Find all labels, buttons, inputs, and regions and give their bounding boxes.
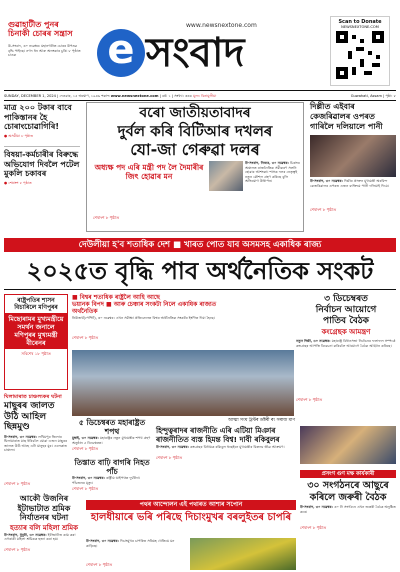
protest-text: পথৰ আন্দোলন এই পথাৰত আশাৰ সপোন [139, 501, 243, 508]
top-left-headline: গুৱাহাটীত পুনৰ চিনাকী চোৰৰ সন্ত্ৰাস [8, 20, 73, 38]
top-left-text: উ-সংবাদ, ৩০ নৱেম্বৰ: মহানগৰীত চোৰৰ উপদ্ৰৱ বৃদ্ধি পাইছে। নগদ ধন আৰু অলংকাৰ চুৰি। ৮ পৃষ্ঠাত চাওক [8, 44, 81, 58]
lead-body-text: চিৰাংৰ অঞ্চলত ৰাজনৈতিক সমীকৰণ সলনি হোৱাৰ আশংকা। শাসক দলৰ নেতৃত্বই নতুন কৌশল গ্ৰহণ কৰিছে বুলি অভিযোগ উত্থাপন। [245, 161, 300, 184]
lead-byline: উ-সংবাদ, নিজৰ, ৩০ নৱেম্বৰ: [245, 161, 289, 165]
price: মূল্য: বিনামূলীয়া [193, 94, 217, 98]
crime-kicker: ঘিলামাৰাত চাঞ্চল্যকৰ ঘটনা [4, 394, 62, 400]
hindutva-photo [300, 426, 396, 464]
econ-body: নিউজৰ্থ(পেপিট), ৩০ নৱেম্বৰ: এখন সমীক্ষা প্ৰতিবেদনত বিশ্বৰ অৰ্থনৈতিক সংকটৰ ইংগিত দিয়া হৈছে। [72, 316, 215, 320]
logo-e: e [97, 29, 145, 77]
hindutva-byline: উ-সংবাদ, ৩০ নৱেম্বৰ: [156, 445, 189, 449]
swearing-ref[interactable]: শেষাংশ ৮ পৃষ্ঠাত [72, 446, 99, 451]
meeting-ref[interactable]: শেষাংশ ৮ পৃষ্ঠাত [296, 397, 323, 402]
bagri-text: ৰাষ্ট্ৰীয় ঘাইপথত দুৰ্ঘটনা। পাঁচজনৰ মৃত্যু। [72, 476, 141, 485]
lead-line-2: দুৰ্বল কৰি বিটিআৰ দখলৰ [117, 122, 273, 140]
hindutva-story[interactable] [156, 426, 296, 498]
women-red: হত্যাৰ বলি মহিলা শ্ৰমিক [9, 523, 79, 532]
farm-photo [190, 538, 296, 570]
center-photo [72, 350, 294, 416]
logo-text: সংবাদ [146, 30, 245, 76]
org-story[interactable] [300, 470, 396, 570]
lead-quote: অধ্যক্ষ পদ এৰি মন্ত্ৰী পদ লৈ দৈমাৰীৰ জিৎ হোৱাৰ মন [94, 163, 204, 181]
org-text: ৩০ টা সংগঠনে এখন জৰুৰী বৈঠক অনুষ্ঠিত কৰে। [300, 505, 396, 514]
meeting-headline-3: পাতিব বৈঠক [323, 316, 369, 326]
meeting-byline: নতুন দিল্লী, ৩০ নৱেম্বৰ: [296, 339, 331, 343]
swearing-byline: মুম্বাই, ৩০ নৱেম্বৰ: [72, 436, 99, 440]
right-top-ref[interactable]: শেষাংশ ৮ পৃষ্ঠাত [310, 207, 337, 212]
bagri-byline: উ-সংবাদ, ৩০ নৱেম্বৰ: [72, 476, 105, 480]
lead-ref[interactable]: শেষাংশ ৮ পৃষ্ঠাত [93, 215, 120, 220]
left-story-2[interactable] [4, 150, 80, 187]
crime-byline: উ-সংবাদ, ৩০ নৱেম্বৰ: [4, 434, 37, 439]
ticker-band [4, 238, 396, 252]
women-body [4, 533, 84, 547]
manipur-title: ৰাষ্ট্ৰপতিৰ শাসন বিচাৰিলে মণিপুৰৰ [14, 297, 58, 311]
org-byline: উ-সংবাদ, ৩০ নৱেম্বৰ: [300, 505, 333, 509]
swearing-story[interactable] [72, 418, 152, 456]
econ-ref[interactable]: শেষাংশ ৮ পৃষ্ঠাত [72, 335, 99, 340]
women-story[interactable] [4, 494, 84, 570]
farm-story[interactable] [86, 512, 296, 570]
donate-sub: NEWSNEXTONE.COM [341, 25, 379, 29]
bagri-headline: তিস্তাত বাঢ়ি বাগৰি নিহত পাঁচ [74, 458, 150, 476]
bagri-ref[interactable]: শেষাংশ ৮ পৃষ্ঠাত [72, 486, 99, 491]
date-en: SUNDAY, DECEMBER 1, 2024 [4, 94, 56, 98]
hindutva-ref[interactable]: শেষাংশ ৮ পৃষ্ঠাত [156, 455, 183, 460]
farm-byline: উ-সংবাদ, ৩০ নৱেম্বৰ: [86, 539, 119, 543]
org-kicker: প্ৰসংগ গুণ মক্ষ কাৰ্যকাৰী [300, 470, 396, 478]
date-web[interactable]: www.newsnextone.com [110, 94, 159, 98]
meeting-body [296, 339, 396, 397]
right-top-photo [310, 135, 396, 177]
swearing-body [72, 436, 152, 446]
lead-story[interactable] [86, 102, 304, 232]
crime-story[interactable] [4, 394, 68, 490]
org-headline: ৩০ সংগঠনৰে আছুৰে কৰিলে জৰুৰী বৈঠক [307, 480, 389, 503]
women-ref[interactable]: শেষাংশ ৮ পৃষ্ঠাত [4, 546, 31, 552]
farm-text: দিচাংমুখৰ চাপৰিত সৰিয়হ খেতিয়ে মন কাঢ়িছে। [86, 539, 175, 548]
crime-text: লখিমপুৰ জিলাৰ ঘিলামাৰাত মাছ ধৰিবলৈ যোৱা এজন মাছুৰৰ জালত উঠি আহে এটা মানুহৰ মূৰ। এলেকাত চাঞ্চল্য। [4, 434, 68, 453]
donate-label: Scan to Donate [338, 19, 382, 25]
swearing-text: মহাৰাষ্ট্ৰৰ নতুন মুখ্যমন্ত্ৰীৰ শপথ গ্ৰহণ অনুষ্ঠান ৫ ডিচেম্বৰত। [72, 436, 151, 445]
crime-body [4, 435, 68, 481]
lead-body [245, 161, 301, 225]
econ-story[interactable] [72, 294, 222, 350]
org-body [300, 505, 396, 525]
econ-bullet-2: ভয়ানক বিপদ ■ আৰু চেঞ্চাৰ সংকটা নিলে একাধিক ৰাজ্যত অৰ্থনৈতিক [72, 301, 217, 315]
farm-ref[interactable]: শেষাংশ ৮ পৃষ্ঠাত [86, 562, 113, 567]
date-issue: | সংখ্যা: ৩৩৪ [171, 94, 192, 98]
date-as: | দেওবাৰ, ১৫ অঘোণ, ১৯৪৬ শকাব্দ [57, 94, 110, 98]
center-photo-caption: আত্মা সংঘ ট্ৰস্টৰ ডক্টৰী ৰং সৰাজ মাণ [228, 418, 295, 423]
hindutva-text: কংগ্ৰেছৰ বিধায়ক ৰকিবুল হুছেইনে মুখ্যমন্ত্ৰীৰ বিৰুদ্ধে তীব্ৰ আক্ৰমণ। [190, 445, 285, 449]
crime-headline: মাছুৰৰ জালত উঠি আহিল ছিন্নমুণ্ড [4, 401, 55, 432]
right-top-byline: উ-সংবাদ, ৩০ নৱেম্বৰ: [310, 179, 343, 183]
meeting-headline-1: ৩ ডিচেম্বৰত [324, 294, 368, 304]
women-text: ইটাভাটাত কাম কৰা এগৰাকী মহিলা শ্ৰমিকক হত্যা কৰা হয়। [4, 532, 76, 542]
farm-headline: হালধীয়াৰে ভৰি পৰিছে দিচাংমুখৰ বৰলুইতৰ চাপৰি [90, 512, 292, 523]
hindutva-body [156, 445, 296, 455]
banner-headline: ২০২৫ত বৃদ্ধি পাব অৰ্থনৈতিক সংকট [26, 257, 374, 285]
dateline [4, 92, 396, 100]
protest-band [86, 500, 296, 510]
manipur-title-2: মিছোৰামৰ মুখ্যমন্ত্ৰীয়ে সমৰ্থন জনালে মণিপুৰৰ মুখ্যমন্ত্ৰী বীৰেনৰ [5, 313, 67, 349]
left-story-2-ref[interactable]: ● শেষাংশ ৮ পৃষ্ঠাত [4, 180, 32, 185]
meeting-headline-2: নিৰ্বাচন আয়োগে [315, 305, 377, 315]
econ-bullet-1: ■ বিশ্বৰ শতাধিক ৰাষ্ট্ৰলৈ আহি আছে [72, 294, 160, 301]
farm-body [86, 539, 186, 561]
manipur-box[interactable] [4, 294, 68, 390]
donate-box[interactable] [330, 16, 390, 86]
date-year: | বৰ্ষ: ১ [159, 94, 171, 98]
manipur-ref[interactable]: সবিশেষ ১৮ পৃষ্ঠাত [21, 351, 51, 356]
meeting-text: মহাৰাষ্ট্ৰ বিধানসভা নিৰ্বাচনৰ ফলাফল সম্পৰ্কে কংগ্ৰেছৰ আপত্তি বিবেচনা কৰিবলৈ আয়োগে বৈঠক আহ্বান কৰিছে। [296, 339, 396, 348]
women-byline: উ-সংবাদ, ধুবুৰী, ৩০ নৱেম্বৰ: [4, 532, 47, 537]
right-top-story[interactable] [310, 102, 396, 232]
qr-code-icon [336, 31, 384, 79]
right-top-headline: দিল্লীত এইবাৰ কেজৰিৱালৰ ওপৰত গাৰিলৈ দলিয়ালে পানী [310, 102, 383, 131]
right-top-body [310, 179, 396, 207]
right-top-text: দিল্লীৰ প্ৰাক্তন মুখ্যমন্ত্ৰী অৰবিন্দ কেজৰিৱালৰ ওপৰত এজন ব্যক্তিয়ে পানী দলিয়াই দিয়ে। [310, 179, 389, 188]
masthead [0, 0, 400, 92]
bagri-story[interactable] [72, 458, 152, 498]
left-story-1[interactable] [4, 103, 80, 140]
left-story-1-ref[interactable]: ● অসমীয়া ৮ পৃষ্ঠাত [4, 133, 34, 138]
swearing-headline: ৫ ডিচেম্বৰত মহাৰাষ্ট্ৰত শপথ [78, 418, 146, 436]
ticker-text: দেউলীয়া হ'ব শতাধিক দেশ ■ খাৰত পোত যাব অসমসহ একাধিক ৰাজ্য [78, 240, 322, 250]
date-location: Guwahati, Assam | পৃষ্ঠা: ৮ [350, 94, 396, 98]
lead-line-3: যো-জা গেৰুৱা দলৰ [130, 140, 260, 159]
meeting-story[interactable] [296, 294, 396, 422]
bagri-body [72, 476, 152, 486]
org-ref[interactable]: শেষাংশ ৮ পৃষ্ঠাত [300, 525, 327, 530]
left-story-1-headline: মাত্ৰ ২০০ টকাৰ বাবে পাকিস্তানৰ হৈ চোৰাংচোৱাগিৰি! [4, 103, 72, 131]
lead-kicker: বৰো জাতীয়তাবাদৰ [139, 105, 251, 121]
left-story-2-headline: বিষয়া-কৰ্মচাৰীৰ বিৰুদ্ধে অভিযোগ দিবলৈ পটেল মুকলি চকাবৰ [4, 150, 80, 178]
women-headline: আকৌ উজনিৰ ইটাভাটাত শ্ৰমিক নিৰ্যাতনৰ ঘটনা [17, 494, 71, 522]
crime-ref[interactable]: শেষাংশ ৮ পৃষ্ঠাত [4, 480, 31, 486]
hindutva-headline: হিন্দুত্বৰাদৰ ৰাজনীতি এৰি এটিয়া মিঞাৰ ৰাজনীতিত ব্যস্ত হিমন্ত বিশ্ব! দাবী ৰকিবুলৰ [156, 426, 280, 444]
website[interactable]: www.newsnextone.com [186, 22, 257, 29]
meeting-sub: কংগ্ৰেছক আমন্ত্ৰণ [321, 328, 371, 336]
lead-photo [209, 161, 243, 191]
